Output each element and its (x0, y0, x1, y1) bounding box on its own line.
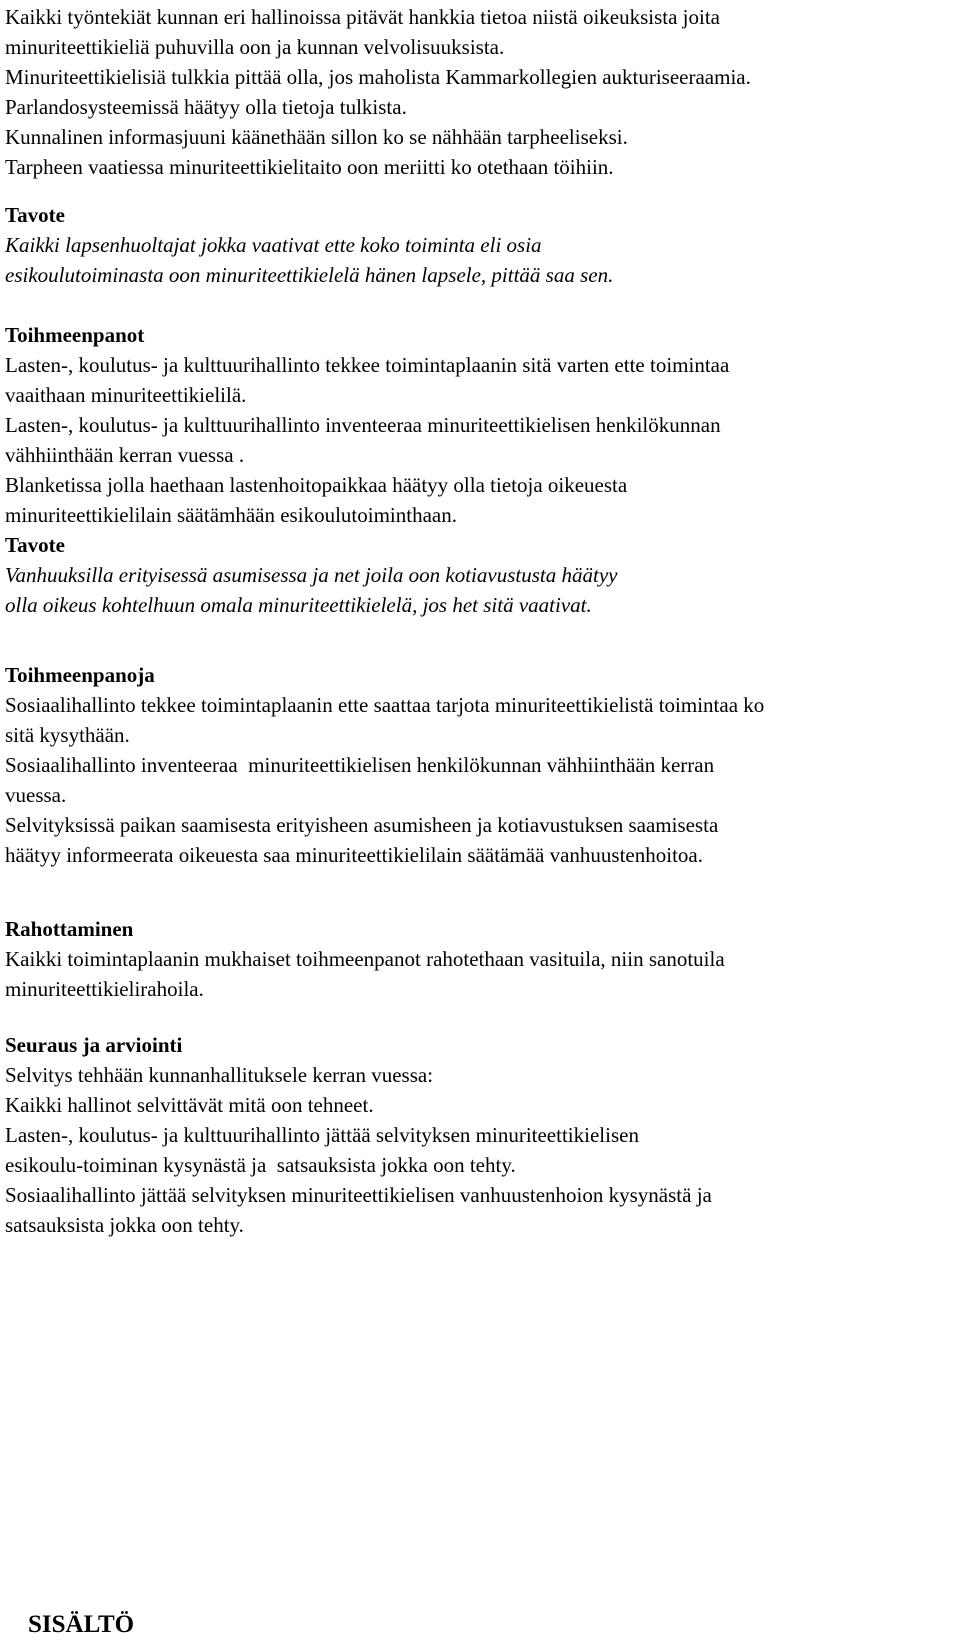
measures-section-elderly (5, 660, 764, 870)
intro-line: Minuriteettikielisiä tulkkia pittää olla, jos maholista Kammarkollegien aukturiseeraamia. (5, 65, 751, 89)
section-line: olla oikeus kohtelhuun omala minuriteettikielelä, jos het sitä vaativat. (5, 593, 592, 617)
intro-line: Parlandosysteemissä häätyy olla tietoja tulkista. (5, 95, 407, 119)
section-line: minuriteettikielilain säätämhään esikoulutoiminthaan. (5, 503, 457, 527)
followup-section (5, 1030, 712, 1240)
section-line: vähhiinthään kerran vuessa . (5, 443, 245, 467)
section-line: häätyy informeerata oikeuesta saa minuriteettikielilain säätämää vanhuustenhoitoa. (5, 843, 703, 867)
section-heading: Tavote (5, 533, 65, 557)
section-heading: Rahottaminen (5, 917, 134, 941)
section-line: Blanketissa jolla haethaan lastenhoitopaikkaa häätyy olla tietoja oikeuesta (5, 473, 628, 497)
section-line: Selvitys tehhään kunnanhallituksele kerran vuessa: (5, 1063, 434, 1087)
section-line: Lasten-, koulutus- ja kulttuurihallinto inventeeraa minuriteettikielisen henkilökunnan (5, 413, 721, 437)
section-heading: Tavote (5, 203, 65, 227)
section-line: esikoulu-toiminan kysynästä ja satsauksista jokka oon tehty. (5, 1153, 516, 1177)
section-line: Lasten-, koulutus- ja kulttuurihallinto tekkee toimintaplaanin sitä varten ette toimintaa (5, 353, 730, 377)
section-line: satsauksista jokka oon tehty. (5, 1213, 244, 1237)
goal-section-children (5, 200, 613, 290)
footer-heading: SISÄLTÖ (28, 1611, 135, 1638)
intro-line: Tarpheen vaatiessa minuriteettikielitaito oon meriitti ko otethaan töihiin. (5, 155, 614, 179)
section-line: esikoulutoiminasta oon minuriteettikielelä hänen lapsele, pittää saa sen. (5, 263, 614, 287)
intro-line: Kunnalinen informasjuuni käänethään sillon ko se nähhään tarpheeliseksi. (5, 125, 628, 149)
section-line: minuriteettikielirahoila. (5, 977, 204, 1001)
goal-section-elderly (5, 530, 617, 620)
section-heading: Toihmeenpanoja (5, 663, 155, 687)
intro-line: minuriteettikieliä puhuvilla oon ja kunnan velvolisuuksista. (5, 35, 505, 59)
section-line: Lasten-, koulutus- ja kulttuurihallinto jättää selvityksen minuriteettikielisen (5, 1123, 639, 1147)
section-line: Sosiaalihallinto tekkee toimintaplaanin ette saattaa tarjota minuriteettikielistä toimintaa ko (5, 693, 765, 717)
section-line: Selvityksissä paikan saamisesta erityisheen asumisheen ja kotiavustuksen saamisesta (5, 813, 719, 837)
section-line: vaaithaan minuriteettikielilä. (5, 383, 247, 407)
section-line: sitä kysythään. (5, 723, 130, 747)
intro-block (5, 2, 751, 182)
section-line: Sosiaalihallinto jättää selvityksen minuriteettikielisen vanhuustenhoion kysynästä ja (5, 1183, 712, 1207)
section-heading: Seuraus ja arviointi (5, 1033, 183, 1057)
intro-line: Kaikki työntekiät kunnan eri hallinoissa pitävät hankkia tietoa niistä oikeuksista joita (5, 5, 721, 29)
measures-section-children (5, 320, 729, 530)
section-line: Kaikki hallinot selvittävät mitä oon tehneet. (5, 1093, 374, 1117)
section-line: Kaikki lapsenhuoltajat jokka vaativat ette koko toiminta eli osia (5, 233, 542, 257)
section-line: Vanhuuksilla erityisessä asumisessa ja net joila oon kotiavustusta häätyy (5, 563, 618, 587)
section-line: Kaikki toimintaplaanin mukhaiset toihmeenpanot rahotethaan vasituila, niin sanotuila (5, 947, 725, 971)
funding-section (5, 914, 725, 1004)
section-line: Sosiaalihallinto inventeeraa minuriteettikielisen henkilökunnan vähhiinthään kerran (5, 753, 715, 777)
section-heading: Toihmeenpanot (5, 323, 145, 347)
section-line: vuessa. (5, 783, 67, 807)
